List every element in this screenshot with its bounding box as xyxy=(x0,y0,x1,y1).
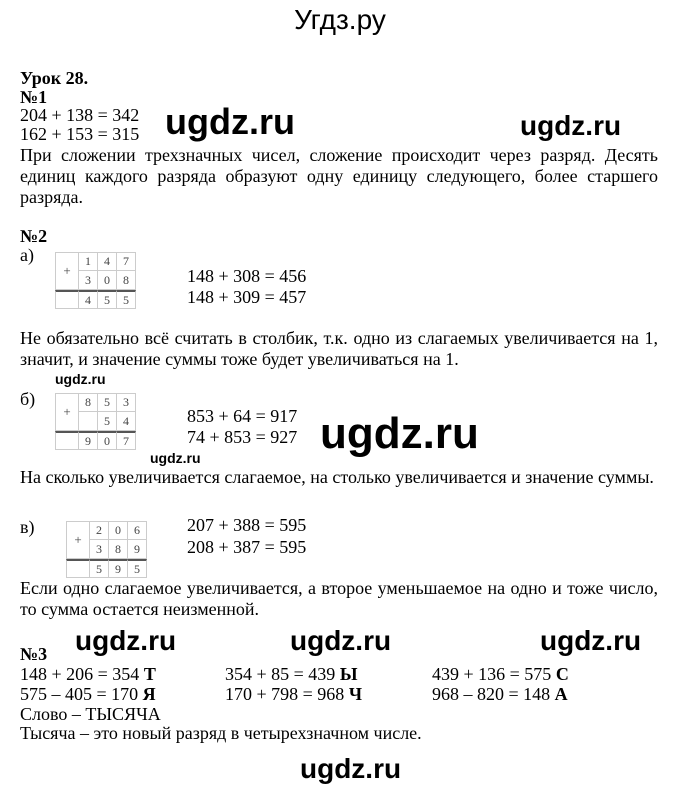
part-b-label: б) xyxy=(20,389,36,409)
grid-digit: 6 xyxy=(128,521,147,540)
column-addition-a xyxy=(55,252,136,309)
cipher-equation xyxy=(432,664,569,685)
watermark: ugdz.ru xyxy=(165,101,295,142)
part-b-text: На сколько увеличивается слагаемое, на столько увеличивается и значение суммы. xyxy=(20,467,654,487)
equation: 162 + 153 = 315 xyxy=(20,124,140,144)
grid-digit: 9 xyxy=(109,559,128,578)
plus-sign: + xyxy=(55,393,79,431)
grid-digit: 5 xyxy=(117,290,136,309)
plus-sign: + xyxy=(55,252,79,290)
part-a-label: а) xyxy=(20,245,34,265)
equation: 204 + 138 = 342 xyxy=(20,105,140,125)
watermark: ugdz.ru xyxy=(290,625,392,656)
watermark: ugdz.ru xyxy=(520,110,622,141)
grid-cell xyxy=(66,559,90,578)
cipher-letter: Ы xyxy=(339,664,358,684)
grid-digit: 8 xyxy=(79,393,98,412)
part-a-text: Не обязательно всё считать в столбик, т.к. одно из слагаемых увеличивается на 1, значит, и значение суммы тоже будет увеличиваться на 1. xyxy=(20,328,658,369)
part-v-label: в) xyxy=(20,517,35,537)
task-3-title: №3 xyxy=(20,644,48,664)
grid-digit: 7 xyxy=(117,252,136,271)
lesson-title: Урок 28. xyxy=(20,68,89,88)
grid-digit: 4 xyxy=(98,252,117,271)
grid-digit: 5 xyxy=(128,559,147,578)
grid-digit: 0 xyxy=(98,271,117,290)
cipher-equation xyxy=(225,684,362,705)
equation: 74 + 853 = 927 xyxy=(187,427,298,447)
watermark: ugdz.ru xyxy=(540,625,642,656)
grid-digit: 4 xyxy=(79,290,98,309)
part-v-text: Если одно слагаемое увеличивается, а второе уменьшаемое на одно и тоже число, то сумма остается неизменной. xyxy=(20,578,658,619)
equation: 439 + 136 = 575 xyxy=(432,664,552,684)
task-3-text: Тысяча – это новый разряд в четырехзначном числе. xyxy=(20,723,422,743)
equation: 148 + 206 = 354 xyxy=(20,664,140,684)
grid-cell xyxy=(55,290,79,309)
task-1-text: При сложении трехзначных чисел, сложение происходит через разряд. Десять единиц каждого разряда образуют одну единицу следующего, более старшего разряда. xyxy=(20,145,658,207)
watermark: ugdz.ru xyxy=(55,371,106,387)
grid-cell xyxy=(55,431,79,450)
watermark: ugdz.ru xyxy=(150,450,201,466)
site-header: Угдз.ру xyxy=(294,4,386,35)
cipher-equation xyxy=(20,664,156,685)
grid-digit: 2 xyxy=(90,521,109,540)
grid-digit: 5 xyxy=(98,393,117,412)
grid-digit: 3 xyxy=(79,271,98,290)
cipher-equation xyxy=(225,664,358,685)
grid-digit: 5 xyxy=(90,559,109,578)
cipher-letter: Т xyxy=(143,664,156,684)
cipher-letter: Я xyxy=(142,684,156,704)
plus-sign: + xyxy=(66,521,90,559)
equation: 148 + 308 = 456 xyxy=(187,266,307,286)
equation: 968 – 820 = 148 xyxy=(432,684,551,704)
column-addition-v xyxy=(66,521,147,578)
equation: 354 + 85 = 439 xyxy=(225,664,336,684)
grid-digit: 5 xyxy=(98,412,117,431)
grid-digit: 7 xyxy=(117,431,136,450)
cipher-letter: А xyxy=(554,684,568,704)
task-1-title: №1 xyxy=(20,87,48,107)
grid-digit: 1 xyxy=(79,252,98,271)
task-2-title: №2 xyxy=(20,226,48,246)
grid-digit: 9 xyxy=(128,540,147,559)
equation: 170 + 798 = 968 xyxy=(225,684,345,704)
watermark: ugdz.ru xyxy=(75,625,177,656)
equation: 207 + 388 = 595 xyxy=(187,515,307,535)
watermark: ugdz.ru xyxy=(320,409,479,458)
cipher-letter: Ч xyxy=(348,684,363,704)
grid-digit: 3 xyxy=(117,393,136,412)
grid-digit: 8 xyxy=(117,271,136,290)
grid-digit: 8 xyxy=(109,540,128,559)
grid-digit: 4 xyxy=(117,412,136,431)
grid-digit: 3 xyxy=(90,540,109,559)
equation: 208 + 387 = 595 xyxy=(187,537,307,557)
grid-digit: 0 xyxy=(98,431,117,450)
cipher-equation xyxy=(432,684,568,705)
watermark: ugdz.ru xyxy=(300,753,402,784)
cipher-equation xyxy=(20,684,156,705)
grid-digit: 5 xyxy=(98,290,117,309)
cipher-letter: С xyxy=(555,664,569,684)
equation: 148 + 309 = 457 xyxy=(187,287,307,307)
grid-digit xyxy=(79,412,98,431)
grid-digit: 0 xyxy=(109,521,128,540)
equation: 575 – 405 = 170 xyxy=(20,684,139,704)
equation: 853 + 64 = 917 xyxy=(187,406,298,426)
column-addition-b xyxy=(55,393,136,450)
grid-digit: 9 xyxy=(79,431,98,450)
answer-word: Слово – ТЫСЯЧА xyxy=(20,704,161,724)
